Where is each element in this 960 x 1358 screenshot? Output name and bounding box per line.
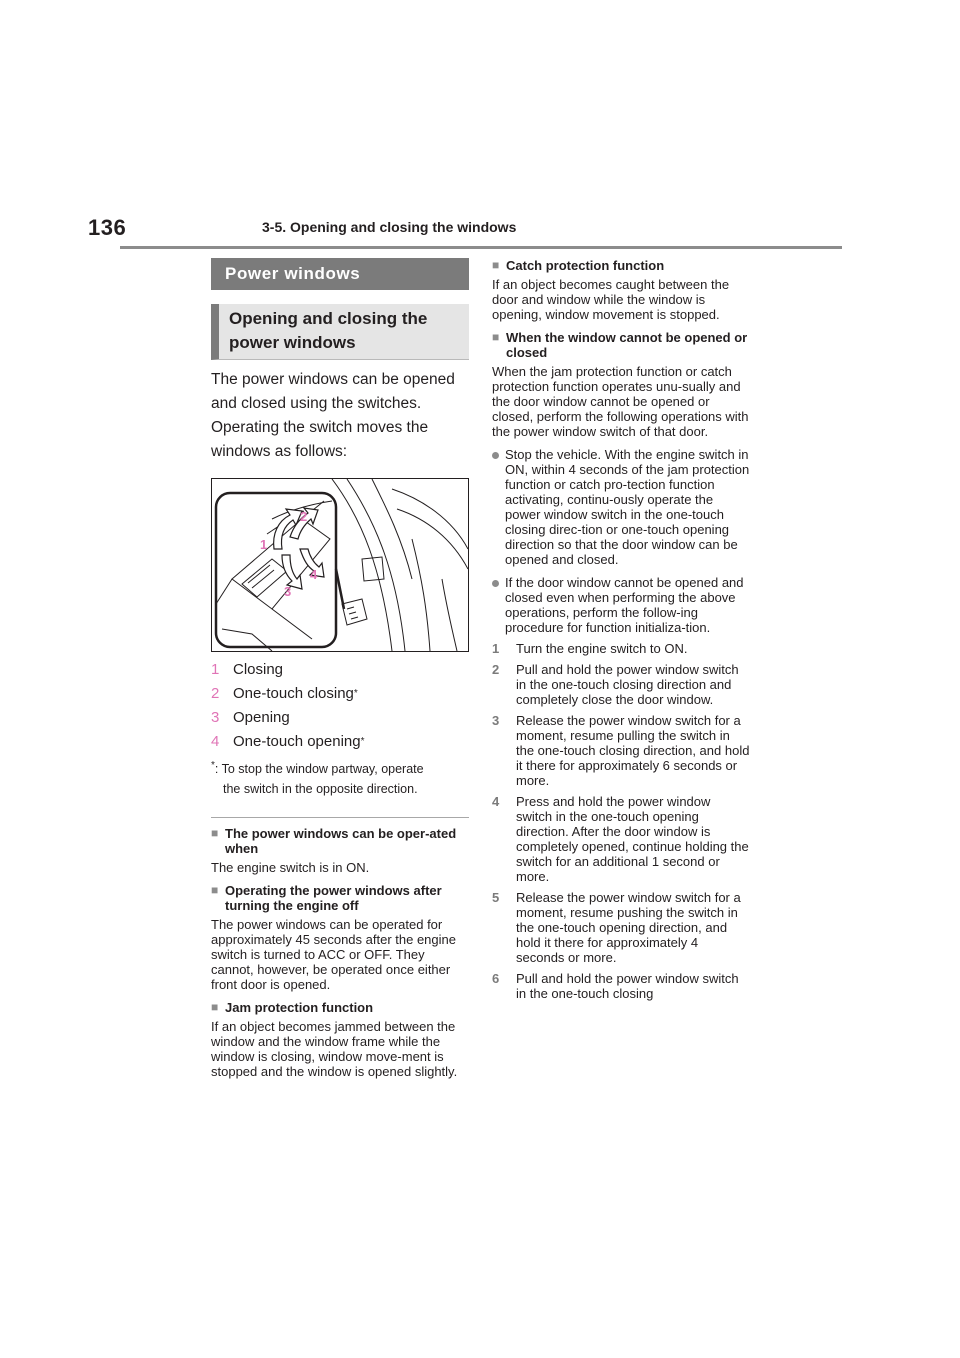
window-switch-illustration xyxy=(211,478,469,652)
bullet-item xyxy=(492,575,750,635)
legend-item xyxy=(211,658,469,682)
note-heading xyxy=(211,1000,469,1015)
step-text: Turn the engine switch to ON. xyxy=(516,641,688,656)
step-number: 5 xyxy=(492,890,500,905)
figure-label-3: 3 xyxy=(284,584,292,599)
bullet-item xyxy=(492,447,750,567)
catch-protection-heading-text: Catch protection function xyxy=(506,258,665,273)
square-bullet-icon: ■ xyxy=(211,883,219,898)
legend-text: Opening xyxy=(233,709,290,726)
illustration-svg xyxy=(212,479,468,651)
figure-label-2: 2 xyxy=(300,509,308,524)
legend-number: 4 xyxy=(211,733,220,750)
legend-item xyxy=(211,730,469,754)
note-heading-text: Jam protection function xyxy=(225,1000,374,1016)
legend-item xyxy=(211,706,469,730)
square-bullet-icon: ■ xyxy=(492,258,500,272)
intro-text: The power windows can be opened and closed using the switches. Operating the switch moves the windows as follows: xyxy=(211,371,455,460)
right-column xyxy=(492,258,750,1001)
page-number: 136 xyxy=(88,215,127,240)
square-bullet-icon: ■ xyxy=(211,826,219,841)
footnote xyxy=(211,756,469,799)
note-body: The engine switch is in ON. xyxy=(211,860,370,876)
footnote-line-1: : To stop the window partway, operate xyxy=(214,762,424,777)
step-text: Pull and hold the power window switch in the one-touch closing xyxy=(516,971,739,1001)
step-text: Press and hold the power window switch in the one-touch opening direction. After the door window is completely opened, continue holding the switch for an additional 1 second or more. xyxy=(516,794,749,884)
step-item xyxy=(492,971,750,1001)
step-number: 4 xyxy=(492,794,500,809)
figure-label-1: 1 xyxy=(260,537,268,552)
note-body: If an object becomes jammed between the window and the window frame while the window is closing, window move-ment is stopped and the window is opened slightly. xyxy=(211,1019,458,1080)
figure-label-4: 4 xyxy=(310,567,318,582)
legend-number: 3 xyxy=(211,709,220,726)
bullet-text: If the door window cannot be opened and closed even when performing the above operations, perform the follow-ing procedure for function initializa-tion. xyxy=(505,575,744,635)
step-number: 3 xyxy=(492,713,500,728)
note-body: The power windows can be operated for approximately 45 seconds after the engine switch is turned to ACC or OFF. They cannot, however, be operated once either front door is opened. xyxy=(211,917,456,993)
legend xyxy=(211,658,469,754)
step-number: 2 xyxy=(492,662,500,677)
subsection-banner: Opening and closing the power windows xyxy=(211,304,469,360)
bullet-dot-icon xyxy=(492,580,499,587)
legend-number: 2 xyxy=(211,685,220,702)
note-heading-text: Operating the power windows after turning the engine off xyxy=(225,883,442,914)
catch-protection-heading xyxy=(492,258,750,273)
legend-text: Closing xyxy=(233,661,284,678)
legend-text: One-touch opening xyxy=(233,733,361,750)
cannot-open-heading-text: When the window cannot be opened or closed xyxy=(506,330,748,360)
section-title: 3-5. Opening and closing the windows xyxy=(262,219,517,235)
square-bullet-icon: ■ xyxy=(211,1000,219,1015)
left-column xyxy=(211,258,469,1079)
bullet-dot-icon xyxy=(492,452,499,459)
step-text: Pull and hold the power window switch in the one-touch closing direction and completely close the door window. xyxy=(516,662,739,707)
step-number: 1 xyxy=(492,641,500,656)
step-item xyxy=(492,641,750,656)
catch-protection-body: If an object becomes caught between the door and window while the window is opening, window movement is stopped. xyxy=(492,277,730,322)
legend-item xyxy=(211,682,469,706)
cannot-open-body: When the jam protection function or catch protection function operates unu-sually and the door window cannot be opened or closed, perform the following operations with the power window switch of that door. xyxy=(492,364,749,439)
bullet-text: Stop the vehicle. With the engine switch in ON, within 4 seconds of the jam protection function or catch pro-tection function activating, continu-ously operate the power window switch in the one-touch closing direc-tion or one-touch opening direction so that the door window can be opened and closed. xyxy=(505,447,750,567)
step-item xyxy=(492,662,750,707)
legend-number: 1 xyxy=(211,661,220,678)
footnote-mark: * xyxy=(211,760,215,771)
step-text: Release the power window switch for a moment, resume pushing the switch in the one-touch opening direction, and hold it there for approximately 4 seconds or more. xyxy=(516,890,741,965)
step-item xyxy=(492,890,750,965)
step-number: 6 xyxy=(492,971,500,986)
note-heading xyxy=(211,826,469,856)
step-text: Release the power window switch for a moment, resume pulling the switch in the one-touch closing direction, and hold it there for approximately 6 seconds or more. xyxy=(516,713,750,788)
footnote-star: * xyxy=(360,736,365,747)
note-heading xyxy=(211,883,469,913)
step-item xyxy=(492,794,750,884)
note-heading-text: The power windows can be oper-ated when xyxy=(225,826,457,857)
square-bullet-icon: ■ xyxy=(492,330,500,344)
divider xyxy=(211,817,469,818)
power-windows-banner: Power windows xyxy=(211,258,469,290)
footnote-star: * xyxy=(353,688,358,699)
footnote-line-2: the switch in the opposite direction. xyxy=(223,782,418,797)
legend-text: One-touch closing xyxy=(233,685,354,702)
step-item xyxy=(492,713,750,788)
cannot-open-heading xyxy=(492,330,750,360)
